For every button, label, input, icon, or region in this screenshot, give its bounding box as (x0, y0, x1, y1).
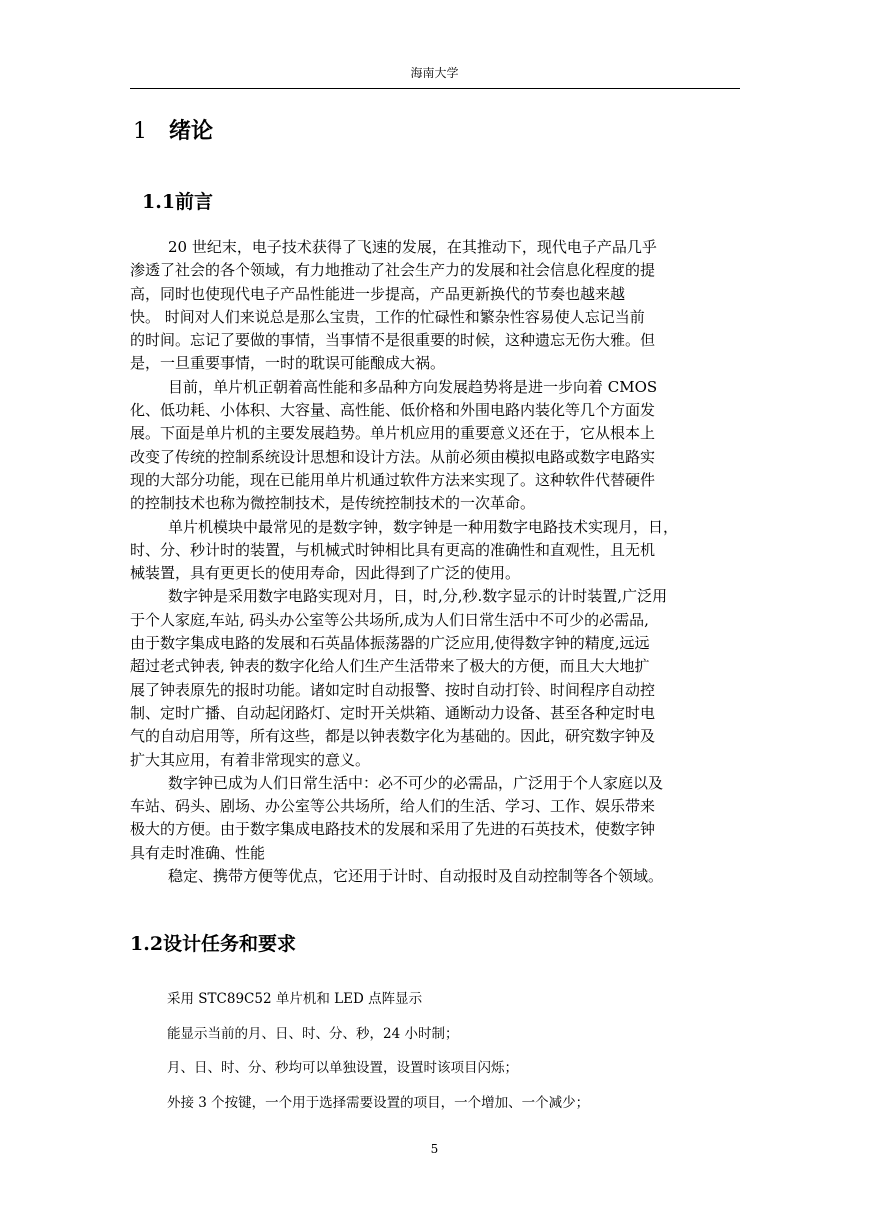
page-number: 5 (430, 1142, 439, 1156)
header-rule (130, 88, 740, 89)
chapter-number: 1 (133, 119, 147, 144)
paragraph-line: 的控制技术也称为微控制技术，是传统控制技术的一次革命。 (130, 494, 536, 513)
requirement-item: 月、日、时、分、秒均可以单独设置，设置时该项目闪烁； (167, 1060, 518, 1076)
paragraph-line: 数字钟是采用数字电路实现对月，日，时,分,秒.数字显示的计时装置,广泛用 (168, 587, 668, 606)
requirement-item: 外接 3 个按键，一个用于选择需要设置的项目，一个增加、一个减少； (167, 1094, 590, 1111)
paragraph-line: 气的自动启用等，所有这些，都是以钟表数字化为基础的。因此，研究数字钟及 (130, 727, 656, 746)
paragraph-line: 制、定时广播、自动起闭路灯、定时开关烘箱、通断动力设备、甚至各种定时电 (130, 703, 656, 722)
paragraph-line: 由于数字集成电路的发展和石英晶体振荡器的广泛应用,使得数字钟的精度,远远 (130, 634, 650, 653)
paragraph-line: 扩大其应用，有着非常现实的意义。 (130, 750, 371, 769)
paragraph-line: 的时间。忘记了要做的事情，当事情不是很重要的时候，这种遗忘无伤大雅。但 (130, 331, 656, 350)
paragraph-line: 高，同时也使现代电子产品性能进一步提高，产品更新换代的节奏也越来越 (130, 284, 626, 303)
paragraph-line: 展了钟表原先的报时功能。诸如定时自动报警、按时自动打铃、时间程序自动控 (130, 680, 656, 699)
requirement-item: 能显示当前的月、日、时、分、秒，24 小时制； (167, 1025, 459, 1042)
paragraph-line: 时、分、秒计时的装置，与机械式时钟相比具有更高的准确性和直观性，且无机 (130, 540, 656, 559)
paragraph-line: 快。 时间对人们来说总是那么宝贵，工作的忙碌性和繁杂性容易使人忘记当前 (130, 307, 645, 326)
paragraph-line: 20 世纪末，电子技术获得了飞速的发展，在其推动下，现代电子产品几乎 (168, 238, 657, 256)
requirements-list (167, 987, 589, 1125)
section-heading-1-2: 1.2设计任务和要求 (130, 933, 297, 955)
paragraph-line: 车站、码头、剧场、办公室等公共场所，给人们的生活、学习、工作、娱乐带来 (130, 797, 656, 816)
paragraph-line: 渗透了社会的各个领域，有力地推动了社会生产力的发展和社会信息化程度的提 (130, 261, 656, 280)
paragraph-line: 具有走时准确、性能 (130, 843, 266, 862)
paragraph-line: 目前，单片机正朝着高性能和多品种方向发展趋势将是进一步向着 CMOS (168, 377, 658, 396)
paragraph-line: 于个人家庭,车站, 码头办公室等公共场所,成为人们日常生活中不可少的必需品, (130, 610, 649, 629)
paragraph-line: 现的大部分功能，现在已能用单片机通过软件方法来实现了。这种软件代替硬件 (130, 470, 656, 489)
paragraph-line: 单片机模块中最常见的是数字钟，数字钟是一种用数字电路技术实现月，日， (168, 517, 679, 536)
paragraph-line: 数字钟已成为人们日常生活中：必不可少的必需品，广泛用于个人家庭以及 (168, 773, 664, 792)
paragraph-line: 稳定、携带方便等优点，它还用于计时、自动报时及自动控制等各个领域。 (168, 867, 664, 886)
paragraph-line: 械装置，具有更更长的使用寿命，因此得到了广泛的使用。 (130, 564, 521, 583)
chapter-heading (133, 114, 213, 145)
page-header: 海南大学 (410, 66, 459, 80)
paragraph-line: 是，一旦重要事情，一时的耽误可能酿成大祸。 (130, 354, 446, 373)
paragraph-line: 改变了传统的控制系统设计思想和设计方法。从前必须由模拟电路或数字电路实 (130, 447, 656, 466)
paragraph-line: 极大的方便。由于数字集成电路技术的发展和采用了先进的石英技术，使数字钟 (130, 820, 656, 839)
requirement-item: 采用 STC89C52 单片机和 LED 点阵显示 (167, 991, 423, 1007)
chapter-title: 绪论 (169, 118, 214, 144)
paragraph-line: 展。下面是单片机的主要发展趋势。单片机应用的重要意义还在于，它从根本上 (130, 424, 656, 443)
body-paragraphs (130, 236, 740, 888)
paragraph-line: 超过老式钟表, 钟表的数字化给人们生产生活带来了极大的方便，而且大大地扩 (130, 657, 650, 676)
section-heading-1-1: 1.1前言 (142, 191, 214, 213)
paragraph-line: 化、低功耗、小体积、大容量、高性能、低价格和外围电路内装化等几个方面发 (130, 401, 656, 420)
